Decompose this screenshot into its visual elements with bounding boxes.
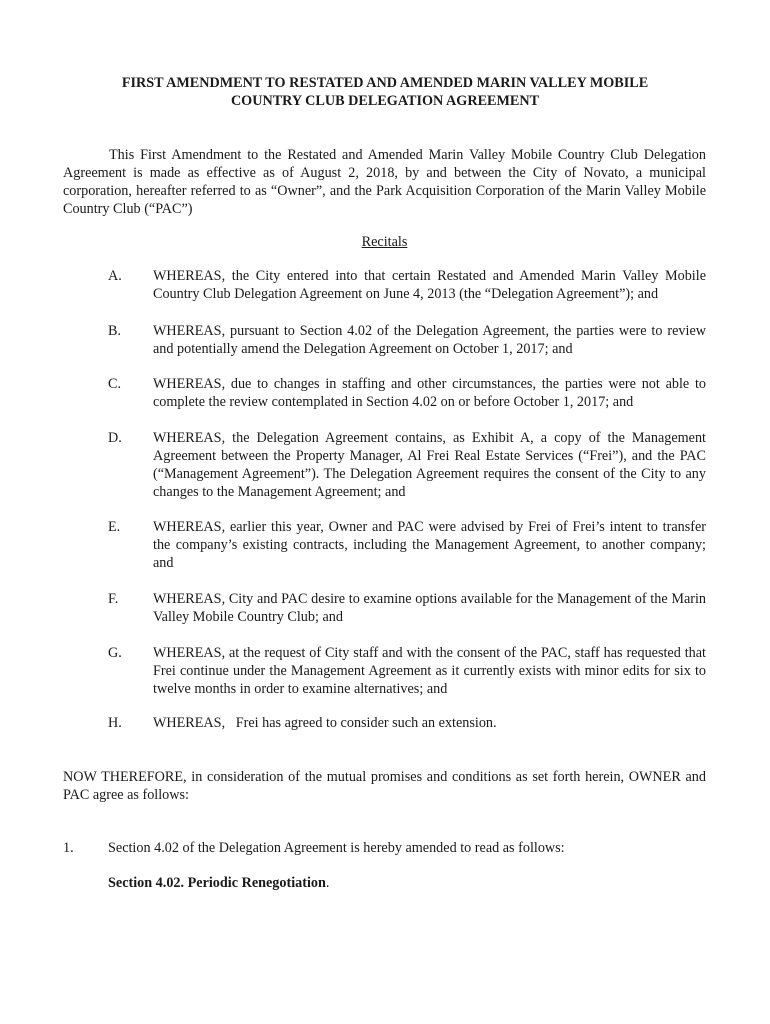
recital-text: WHEREAS, City and PAC desire to examine options available for the Management of the Marin Valley Mobile Country Club; and — [153, 591, 706, 625]
recital-c — [108, 375, 706, 411]
recital-text: WHEREAS, pursuant to Section 4.02 of the Delegation Agreement, the parties were to review and potentially amend the Delegation Agreement on October 1, 2017; and — [153, 323, 706, 357]
recital-text: WHEREAS, the City entered into that certain Restated and Amended Marin Valley Mobile Country Club Delegation Agreement on June 4, 2013 (the “Delegation Agreement”); and — [153, 268, 706, 302]
item-number: 1. — [63, 840, 74, 856]
recital-b — [108, 322, 706, 358]
recital-e — [108, 518, 706, 572]
section-heading — [108, 874, 329, 892]
recital-letter: B. — [108, 323, 122, 339]
recital-text: WHEREAS, the Delegation Agreement contains, as Exhibit A, a copy of the Management Agreement between the Property Manager, Al Frei Real Estate Services (“Frei”), and the PAC (“Management Agreement”). The Delegation Agreement requires the consent of the City to any changes to the Management Agreement; and — [153, 430, 706, 500]
recital-letter: E. — [108, 519, 121, 535]
recital-letter: D. — [108, 430, 122, 446]
recital-text: WHEREAS, earlier this year, Owner and PAC were advised by Frei of Frei’s intent to transfer the company’s existing contracts, including the Management Agreement, to another company; and — [153, 519, 706, 571]
recital-h — [108, 714, 706, 732]
section-heading-period: . — [325, 875, 330, 891]
item-text: Section 4.02 of the Delegation Agreement is hereby amended to read as follows: — [108, 840, 565, 856]
recital-letter: H. — [108, 715, 122, 731]
numbered-item-1 — [63, 839, 706, 857]
now-therefore-paragraph: NOW THEREFORE, in consideration of the mutual promises and conditions as set forth herein, OWNER and PAC agree as follows: — [63, 769, 706, 803]
recital-f — [108, 590, 706, 626]
recital-g — [108, 644, 706, 698]
recital-letter: G. — [108, 645, 122, 661]
title-line-1: FIRST AMENDMENT TO RESTATED AND AMENDED MARIN VALLEY MOBILE — [121, 75, 649, 91]
recital-letter: F. — [108, 591, 119, 607]
recital-d — [108, 429, 706, 501]
section-heading-text: Section 4.02. Periodic Renegotiation — [108, 875, 326, 891]
recital-text: WHEREAS, Frei has agreed to consider such an extension. — [153, 715, 497, 731]
recital-letter: A. — [108, 268, 122, 284]
intro-paragraph: This First Amendment to the Restated and Amended Marin Valley Mobile Country Club Delegation Agreement is made as effective as of August 2, 2018, by and between the City of Novato, a municipal corporation, hereafter referred to as “Owner”, and the Park Acquisition Corporation of the Marin Valley Mobile Country Club (“PAC”) — [63, 147, 706, 217]
title-line-2: COUNTRY CLUB DELEGATION AGREEMENT — [230, 93, 540, 109]
recitals-heading: Recitals — [361, 234, 408, 250]
recital-text: WHEREAS, at the request of City staff and with the consent of the PAC, staff has requested that Frei continue under the Management Agreement as it currently exists with minor edits for six to twelve months in order to examine alternatives; and — [153, 645, 706, 697]
recital-text: WHEREAS, due to changes in staffing and other circumstances, the parties were not able to complete the review contemplated in Section 4.02 on or before October 1, 2017; and — [153, 376, 706, 410]
recital-a — [108, 267, 706, 303]
document-title — [60, 74, 710, 110]
recital-letter: C. — [108, 376, 122, 392]
